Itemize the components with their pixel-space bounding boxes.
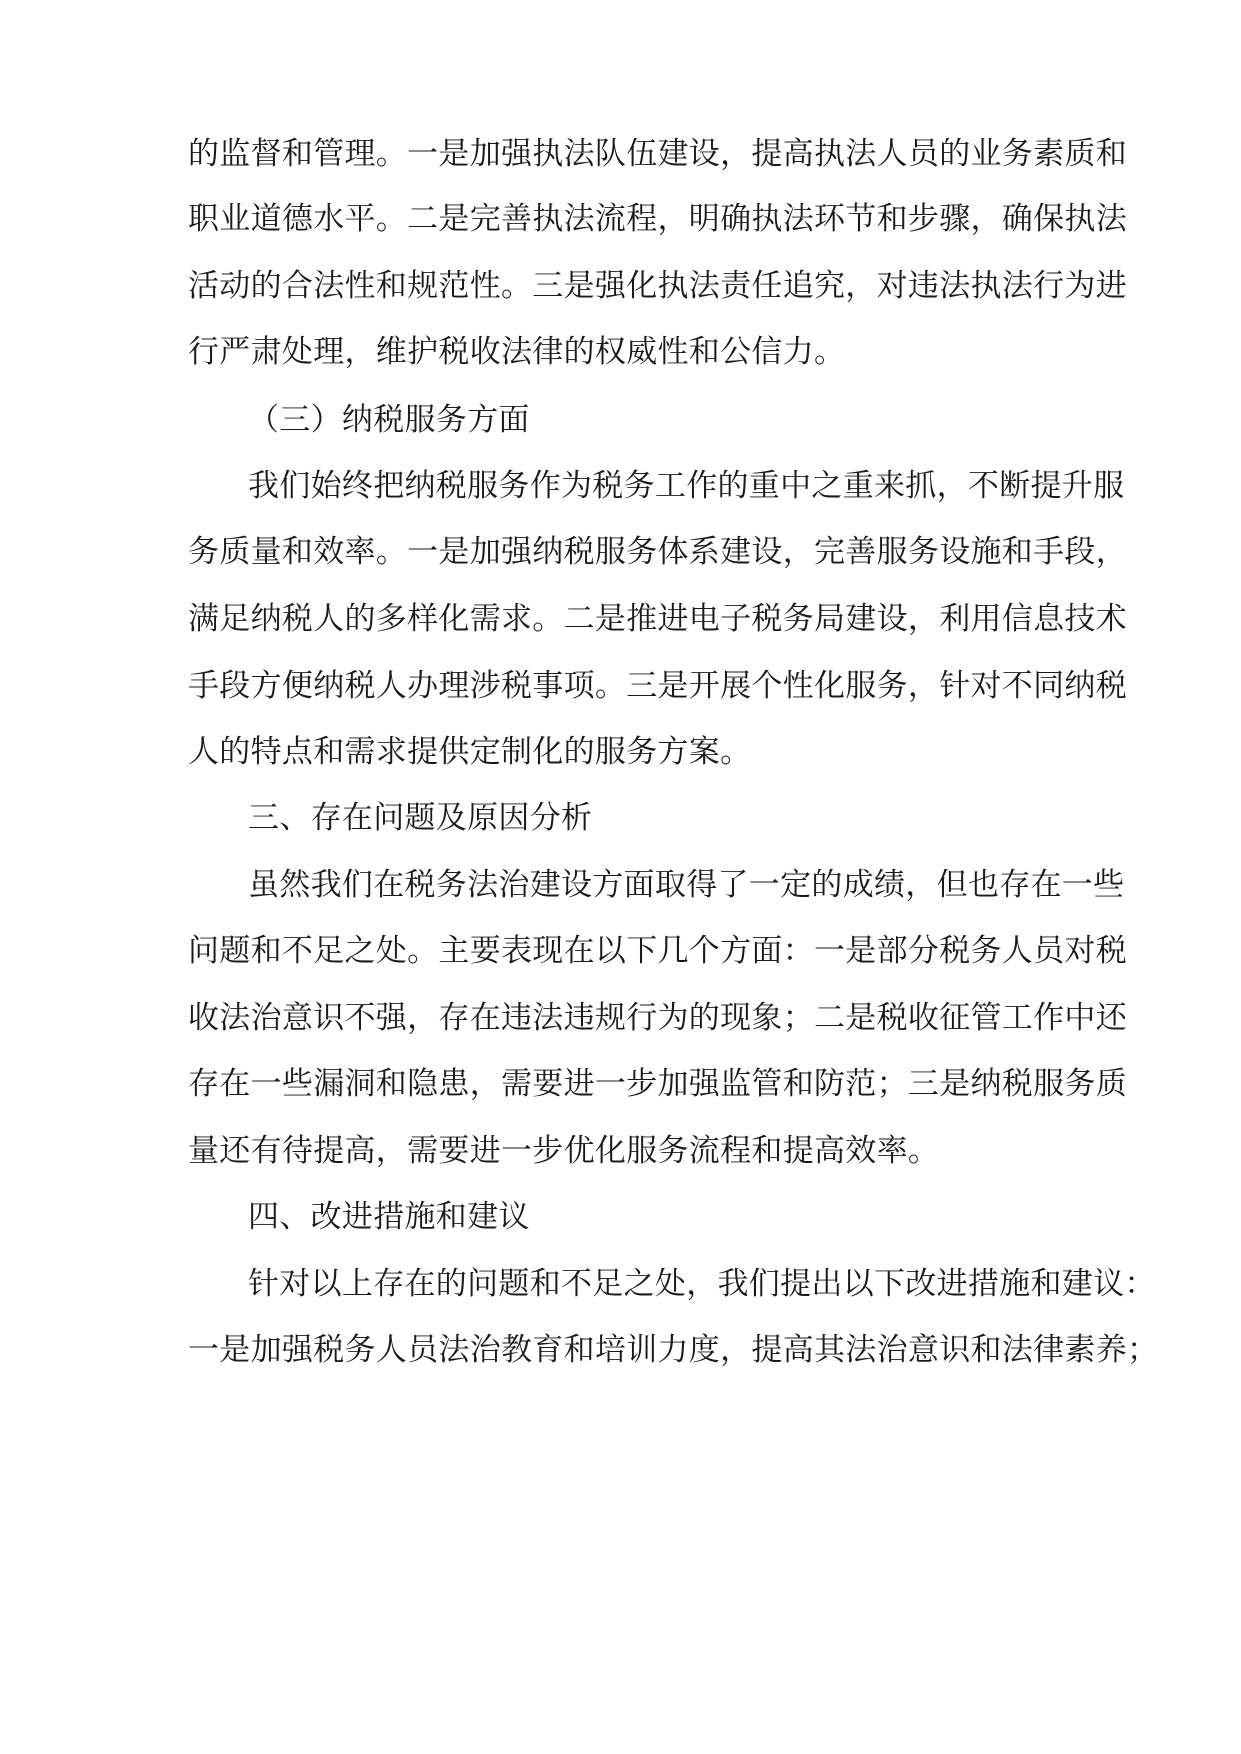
text-line: 存在一些漏洞和隐患，需要进一步加强监管和防范；三是纳税服务质: [188, 1066, 1127, 1102]
chapter-heading: 三、存在问题及原因分析: [248, 800, 593, 836]
text-line: 活动的合法性和规范性。三是强化执法责任追究，对违法执法行为进: [188, 268, 1127, 304]
text-line: 我们始终把纳税服务作为税务工作的重中之重来抓，不断提升服: [248, 468, 1125, 504]
text-line: 一是加强税务人员法治教育和培训力度，提高其法治意识和法律素养；: [188, 1332, 1159, 1368]
section-heading: （三）纳税服务方面: [248, 402, 530, 438]
text-line: 问题和不足之处。主要表现在以下几个方面：一是部分税务人员对税: [188, 933, 1127, 969]
text-line: 收法治意识不强，存在违法违规行为的现象；二是税收征管工作中还: [188, 1000, 1127, 1036]
text-line: 手段方便纳税人办理涉税事项。三是开展个性化服务，针对不同纳税: [188, 668, 1127, 704]
text-line: 虽然我们在税务法治建设方面取得了一定的成绩，但也存在一些: [248, 867, 1125, 903]
text-line: 的监督和管理。一是加强执法队伍建设，提高执法人员的业务素质和: [188, 136, 1127, 172]
text-line: 职业道德水平。二是完善执法流程，明确执法环节和步骤，确保执法: [188, 201, 1127, 237]
text-line: 满足纳税人的多样化需求。二是推进电子税务局建设，利用信息技术: [188, 601, 1127, 637]
text-line: 务质量和效率。一是加强纳税服务体系建设，完善服务设施和手段，: [188, 534, 1127, 570]
text-line: 量还有待提高，需要进一步优化服务流程和提高效率。: [188, 1133, 940, 1169]
text-line: 行严肃处理，维护税收法律的权威性和公信力。: [188, 334, 846, 370]
text-line: 人的特点和需求提供定制化的服务方案。: [188, 734, 752, 770]
chapter-heading: 四、改进措施和建议: [248, 1199, 530, 1235]
text-line: 针对以上存在的问题和不足之处，我们提出以下改进措施和建议：: [248, 1266, 1156, 1302]
